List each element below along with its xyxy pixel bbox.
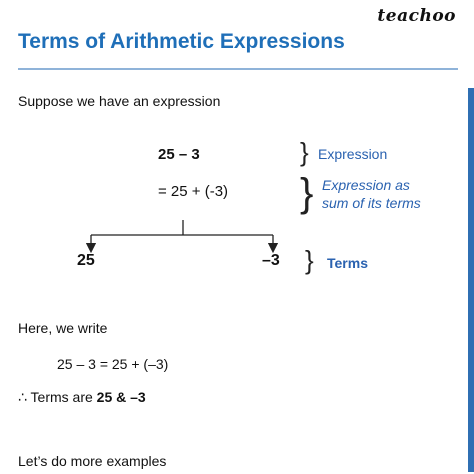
- terms-brace: }: [305, 245, 314, 275]
- sum-label-line2: sum of its terms: [322, 195, 421, 211]
- expression-brace: }: [300, 137, 309, 167]
- footer-text: Let’s do more examples: [18, 453, 167, 469]
- sum-label-line1: Expression as: [322, 177, 410, 193]
- term-right: –3: [262, 252, 280, 269]
- here-text: Here, we write: [18, 320, 108, 336]
- expression-label: Expression: [318, 146, 388, 162]
- term-left: 25: [77, 252, 95, 269]
- conclusion-terms: 25 & –3: [96, 389, 146, 405]
- sum-brace: }: [300, 171, 314, 215]
- expression-text: 25 – 3: [158, 146, 200, 163]
- terms-label: Terms: [327, 255, 368, 271]
- page-title: Terms of Arithmetic Expressions: [18, 30, 345, 53]
- intro-text: Suppose we have an expression: [18, 93, 221, 109]
- conclusion-text: [18, 389, 146, 406]
- expression-sum-text: = 25 + (-3): [158, 183, 229, 200]
- conclusion-prefix: ∴ Terms are: [18, 389, 97, 405]
- teachoo-logo: teachoo: [377, 6, 456, 26]
- equation-text: 25 – 3 = 25 + (–3): [57, 356, 169, 372]
